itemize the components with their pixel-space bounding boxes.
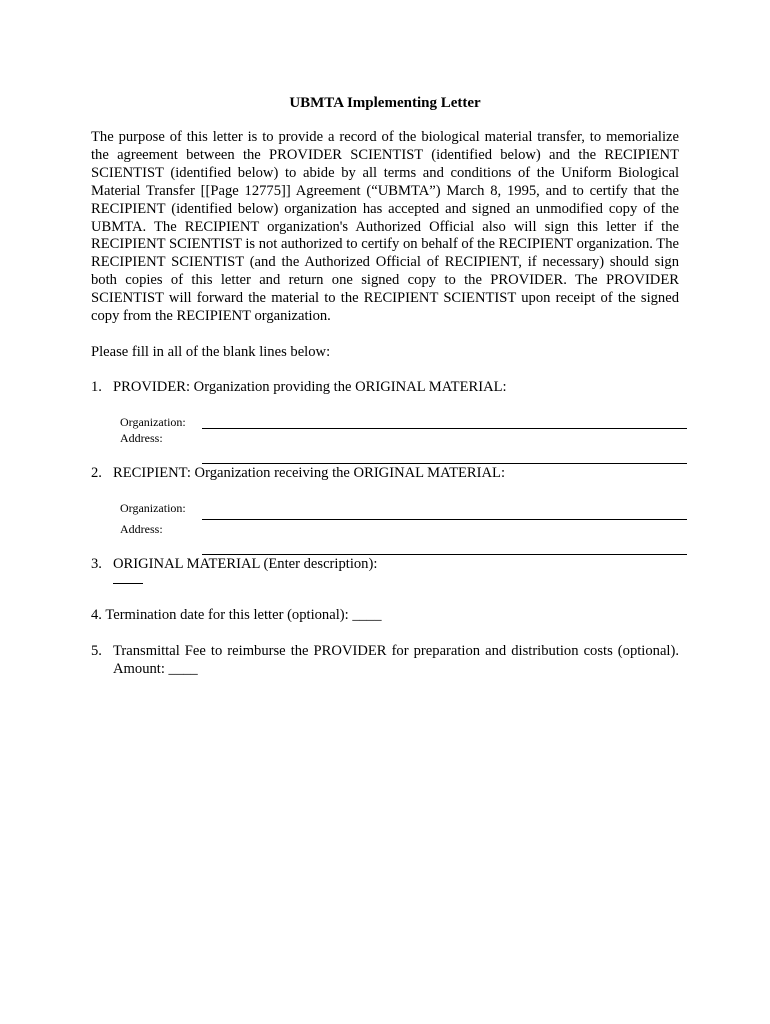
item-number: 5. [91,643,102,659]
intro-paragraph: The purpose of this letter is to provide a record of the biological material transfer, to memorialize the agreement between the PROVIDER SCIENTIST (identified below) and the RECIPIENT SCIENTIST (identified below) to abide by all terms and conditions of the Uniform Biological Material Transfer [[Page 12775]] Agreement (“UBMTA”) March 8, 1995, and to certify that the RECIPIENT (identified below) organization has accepted and signed an unmodified copy of the UBMTA. The RECIPIENT organization's Authorized Official also will sign this letter if the RECIPIENT SCIENTIST is not authorized to certify on behalf of the RECIPIENT organization. The RECIPIENT SCIENTIST (and the Authorized Official of RECIPIENT, if necessary) should sign both copies of this letter and return one signed copy to the PROVIDER. The PROVIDER SCIENTIST will forward the material to the RECIPIENT SCIENTIST upon receipt of the signed copy from the RECIPIENT organization. [91,129,679,325]
item-number: 2. [91,465,102,481]
provider-organization-label: Organization: [120,415,186,429]
item-number: 1. [91,379,102,395]
item-text: PROVIDER: Organization providing the ORIGINAL MATERIAL: [113,379,507,395]
instruction-text: Please fill in all of the blank lines below: [91,344,331,360]
item-text: RECIPIENT: Organization receiving the ORIGINAL MATERIAL: [113,465,506,481]
recipient-address-label: Address: [120,522,163,536]
recipient-address-field[interactable] [202,554,687,555]
recipient-organization-field[interactable] [202,519,687,520]
provider-organization-field[interactable] [202,428,687,429]
provider-address-field[interactable] [202,463,687,464]
item-text: ORIGINAL MATERIAL (Enter description): [113,556,378,572]
item-text: 4. Termination date for this letter (optional): ____ [91,607,382,623]
item-termination-date [91,607,679,625]
original-material-blank[interactable] [113,583,143,584]
provider-address-label: Address: [120,431,163,445]
recipient-organization-label: Organization: [120,501,186,515]
item-number: 3. [91,556,102,572]
item-text: Transmittal Fee to reimburse the PROVIDER for preparation and distribution costs (optional). Amount: ____ [113,643,679,677]
document-title: UBMTA Implementing Letter [289,95,481,111]
